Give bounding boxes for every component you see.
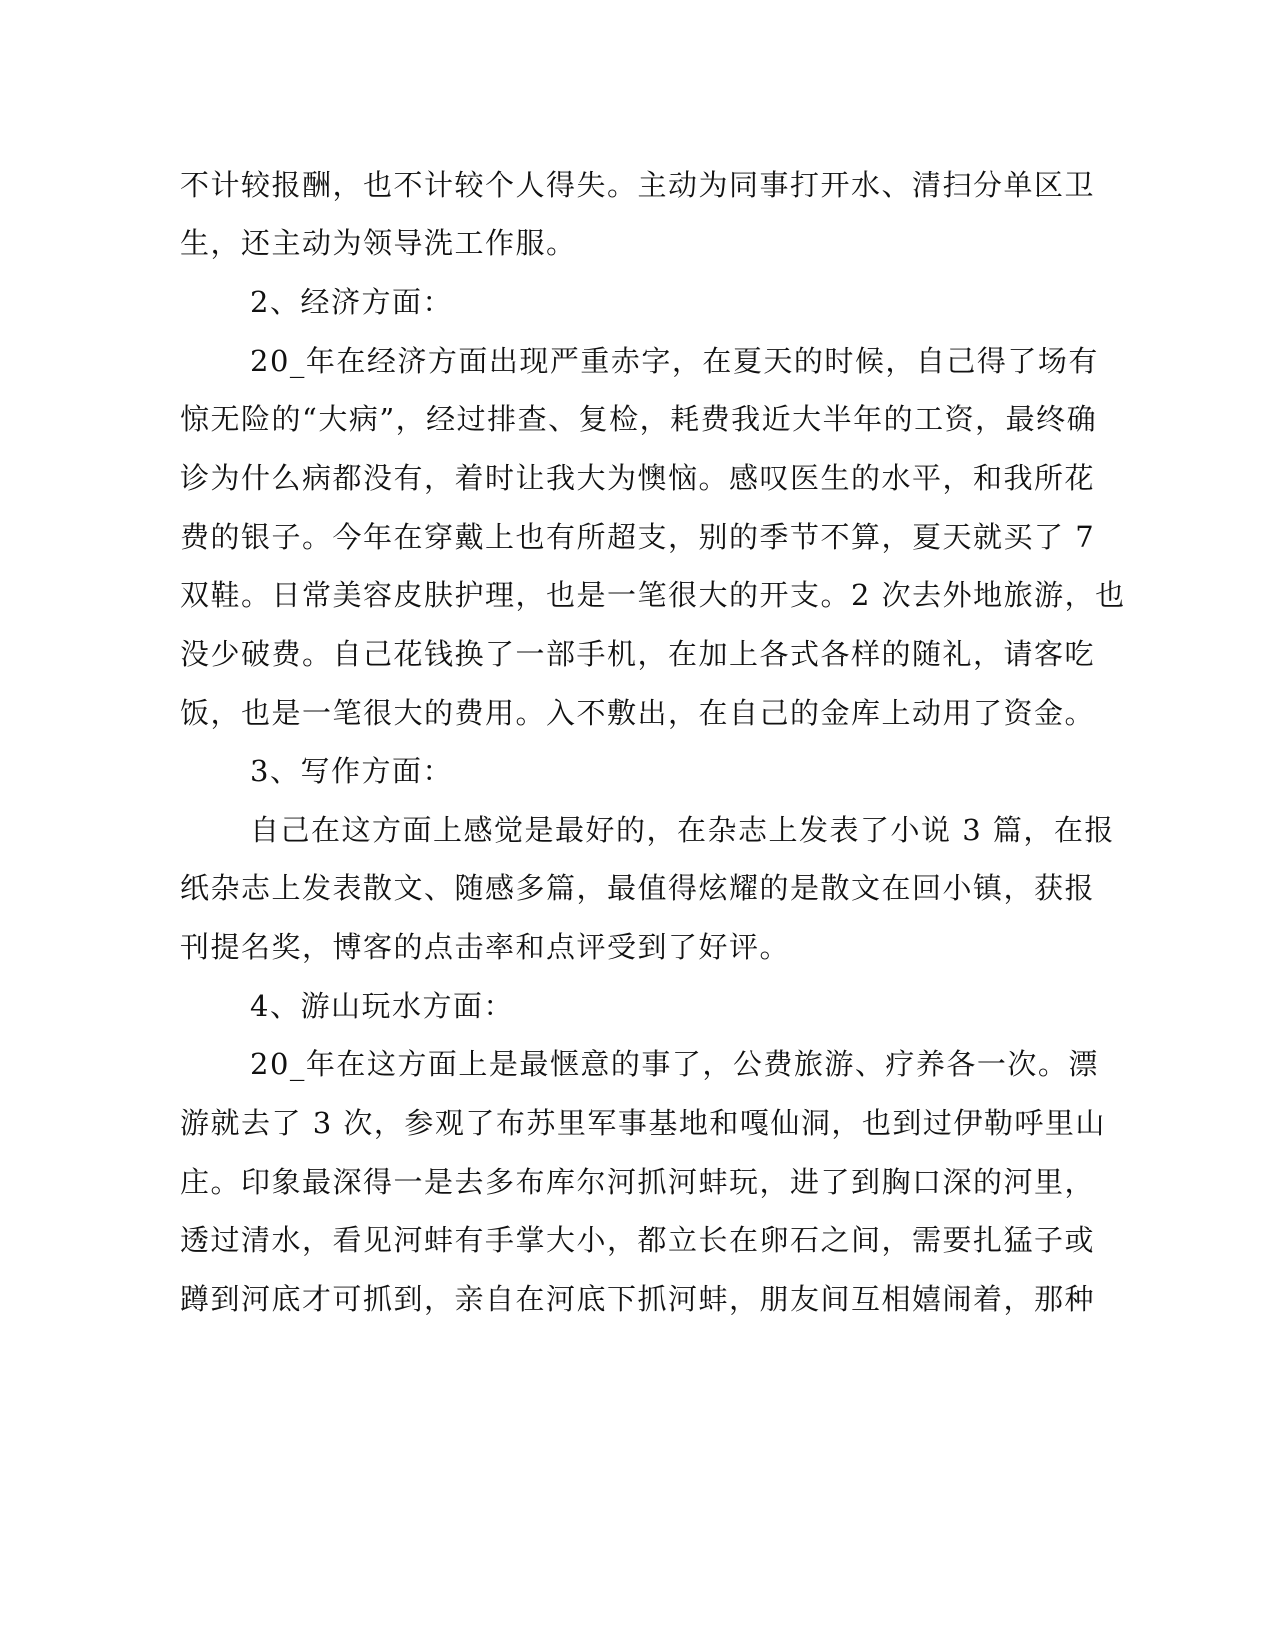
line-text: 透过清水，看见河蚌有手掌大小，都立长在卵石之间，需要扎猛子或	[180, 1223, 1096, 1257]
line-text: 20_年在经济方面出现严重赤字，在夏天的时候，自己得了场有	[250, 344, 1099, 378]
line-text: 庄。印象最深得一是去多布库尔河抓河蚌玩，进了到胸口深的河里，	[180, 1165, 1096, 1199]
heading-text: 3、写作方面：	[250, 754, 453, 788]
line-text: 惊无险的“大病”，经过排查、复检，耗费我近大半年的工资，最终确	[180, 402, 1098, 436]
line-text: 饭，也是一笔很大的费用。入不敷出，在自己的金库上动用了资金。	[180, 696, 1096, 730]
section-heading	[0, 280, 1275, 320]
section-heading	[0, 984, 1275, 1024]
text-line	[0, 1218, 1275, 1258]
text-line	[0, 456, 1275, 496]
line-text: 诊为什么病都没有，着时让我大为懊恼。感叹医生的水平，和我所花	[180, 461, 1096, 495]
line-text: 双鞋。日常美容皮肤护理，也是一笔很大的开支。2 次去外地旅游，也	[180, 578, 1126, 612]
text-line	[0, 163, 1275, 203]
heading-text: 2、经济方面：	[250, 285, 453, 319]
line-text: 不计较报酬，也不计较个人得失。主动为同事打开水、清扫分单区卫	[180, 168, 1096, 202]
line-text: 纸杂志上发表散文、随感多篇，最值得炫耀的是散文在回小镇，获报	[180, 871, 1096, 905]
text-line	[0, 691, 1275, 731]
line-text: 20_年在这方面上是最惬意的事了，公费旅游、疗养各一次。漂	[250, 1047, 1099, 1081]
text-line	[0, 573, 1275, 613]
line-text: 没少破费。自己花钱换了一部手机，在加上各式各样的随礼，请客吃	[180, 637, 1096, 671]
section-heading	[0, 749, 1275, 789]
text-line	[0, 925, 1275, 965]
heading-text: 4、游山玩水方面：	[250, 989, 514, 1023]
text-line	[0, 397, 1275, 437]
text-line	[0, 808, 1275, 848]
text-line	[0, 1101, 1275, 1141]
text-line	[0, 866, 1275, 906]
line-text: 蹲到河底才可抓到，亲自在河底下抓河蚌，朋友间互相嬉闹着，那种	[180, 1282, 1096, 1316]
line-text: 刊提名奖，博客的点击率和点评受到了好评。	[180, 930, 791, 964]
text-line	[0, 221, 1275, 261]
text-line	[0, 1160, 1275, 1200]
text-line	[0, 632, 1275, 672]
line-text: 游就去了 3 次，参观了布苏里军事基地和嘎仙洞，也到过伊勒呼里山	[180, 1106, 1106, 1140]
text-line	[0, 1042, 1275, 1082]
line-text: 生，还主动为领导洗工作服。	[180, 226, 577, 260]
text-line	[0, 339, 1275, 379]
line-text: 自己在这方面上感觉是最好的，在杂志上发表了小说 3 篇，在报	[250, 813, 1115, 847]
text-line	[0, 515, 1275, 555]
text-line	[0, 1277, 1275, 1317]
line-text: 费的银子。今年在穿戴上也有所超支，别的季节不算，夏天就买了 7	[180, 520, 1096, 554]
